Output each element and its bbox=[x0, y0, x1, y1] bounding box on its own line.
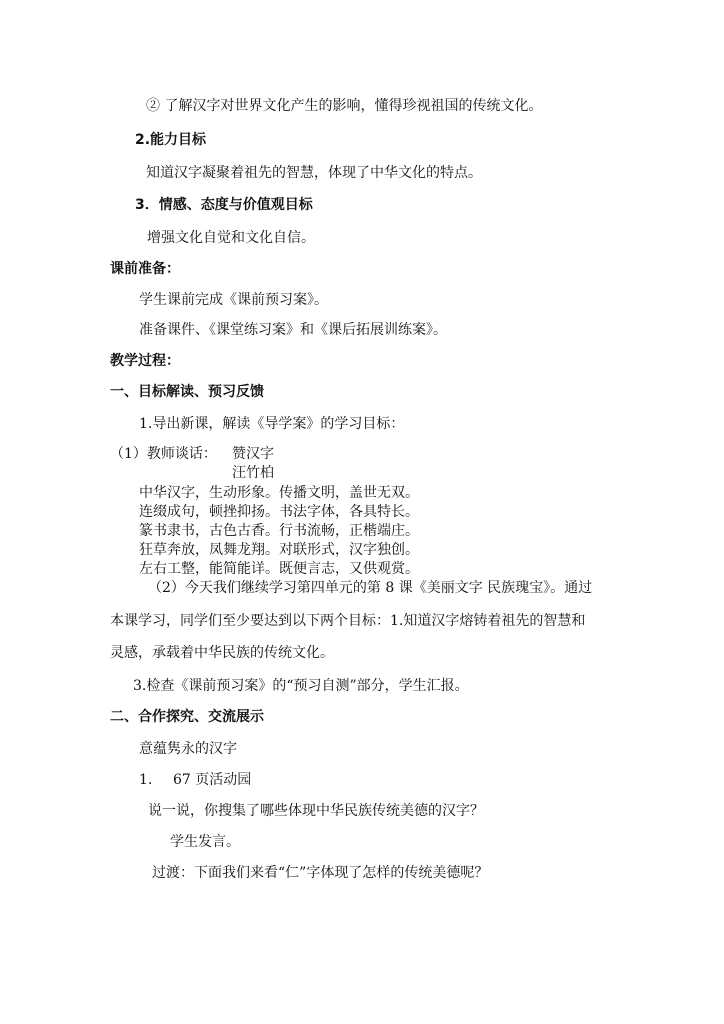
prep-item-2: 准备课件、《课堂练习案》和《课后拓展训练案》。 bbox=[139, 322, 447, 338]
para2-line-3: 灵感，承载着中华民族的传统文化。 bbox=[110, 645, 334, 661]
say-text: 说一说，你搜集了哪些体现中华民族传统美德的汉字？ bbox=[148, 803, 484, 819]
poem-line-1: 中华汉字，生动形象。传播文明，盖世无双。 bbox=[139, 485, 419, 501]
sub-heading: 意蕴隽永的汉字 bbox=[139, 741, 237, 757]
teacher-label: （1）教师谈话： bbox=[110, 446, 217, 462]
poem-author: 汪竹柏 bbox=[232, 465, 274, 481]
poem-line-2: 连缀成句，顿挫抑扬。书法字体，各具特长。 bbox=[139, 504, 419, 520]
process-heading: 教学过程： bbox=[110, 353, 180, 369]
para2-line-1: （2）今天我们继续学习第四单元的第 8 课《美丽文字 民族瑰宝》。通过 bbox=[148, 580, 593, 596]
prep-heading: 课前准备： bbox=[110, 261, 180, 277]
activity-number: 1. bbox=[139, 772, 153, 788]
step3-text: 3.检查《课前预习案》的“预习自测”部分，学生汇报。 bbox=[133, 678, 469, 694]
emotion-text: 增强文化自觉和文化自信。 bbox=[147, 230, 315, 246]
ability-heading: 2.能力目标 bbox=[135, 132, 207, 148]
ability-text: 知道汉字凝聚着祖先的智慧，体现了中华文化的特点。 bbox=[146, 165, 482, 181]
poem-line-4: 狂草奔放，凤舞龙翔。对联形式，汉字独创。 bbox=[139, 542, 419, 558]
prep-item-1: 学生课前完成《课前预习案》。 bbox=[139, 292, 328, 308]
emotion-heading: 3．情感、态度与价值观目标 bbox=[135, 197, 313, 213]
poem-line-3: 篆书隶书，古色古香。行书流畅，正楷端庄。 bbox=[139, 523, 419, 539]
poem-line-5: 左右工整，能简能详。既便言志，又供观赏。 bbox=[139, 561, 419, 577]
step1-text: 1.导出新课，解读《导学案》的学习目标： bbox=[139, 416, 405, 432]
activity-text: 67 页活动园 bbox=[173, 772, 252, 788]
goal2-text: ② 了解汉字对世界文化产生的影响，懂得珍视祖国的传统文化。 bbox=[146, 98, 543, 114]
transition-text: 过渡：下面我们来看“仁”字体现了怎样的传统美德呢？ bbox=[152, 865, 489, 881]
para2-line-2: 本课学习，同学们至少要达到以下两个目标：1.知道汉字熔铸着祖先的智慧和 bbox=[110, 613, 586, 629]
poem-title: 赞汉字 bbox=[232, 446, 274, 462]
student-text: 学生发言。 bbox=[170, 834, 240, 850]
section1-heading: 一、目标解读、预习反馈 bbox=[110, 384, 264, 400]
section2-heading: 二、合作探究、交流展示 bbox=[110, 709, 264, 725]
